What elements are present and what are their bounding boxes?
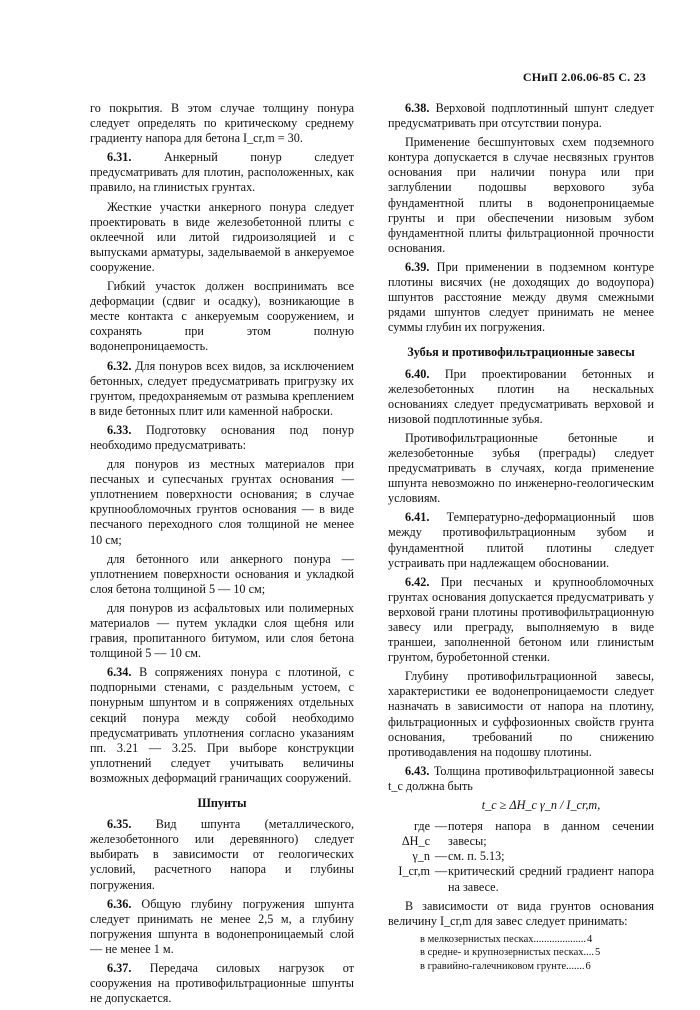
paragraph (90, 817, 354, 892)
paragraph-text: В сопряжениях понура с плотиной, с подпорными стенами, с раздельным устоем, с понурным шпунтом и в сопряжениях отдельных секций понура между собой необходимо предусматривать уплотнения согласно указаниям пп. 3.21 — 3.25. При выборе конструкции уплотнений следует учитывать величины возможных деформаций граничащих сооружений. (90, 665, 354, 785)
paragraph (388, 367, 654, 427)
leader-dots: ....... (566, 960, 585, 972)
definition-row (388, 864, 654, 894)
paragraph-text: При применении в подземном контуре плотины висячих (не доходящих до водоупора) шпунтов расстояние между двумя смежными рядами шпунтов следует принимать не менее суммы глубин их погружения. (388, 259, 654, 335)
symbol: где ΔH_c (401, 819, 430, 849)
definition: потеря напора в данном сечении завесы; (448, 819, 654, 849)
paragraph-text: Анкерный понур следует предусматривать для плотин, расположенных, как правило, на глинистых грунтах. (90, 150, 354, 195)
dash: — (434, 849, 448, 864)
clause-number: 6.32. (107, 358, 132, 373)
clause-number: 6.37. (107, 960, 132, 975)
paragraph: для бетонного или анкерного понура — уплотнением поверхности основания и укладкой слоя бетона толщиной 5 — 10 см; (90, 551, 354, 596)
paragraph-text: При песчаных и крупнообломочных грунтах основания допускается предусматривать у верховой грани плотины противофильтрационную завесу или преграду, выполняемую в виде траншеи, заполненной бетоном или глинистым грунтом, буробетонной стенки. (388, 574, 654, 665)
paragraph: В зависимости от вида грунтов основания величину I_cr,m для завес следует принимать: (388, 898, 654, 928)
clause-number: 6.41. (405, 510, 430, 525)
section-heading: Зубья и противофильтрационные завесы (407, 345, 635, 360)
list-item (420, 933, 654, 947)
definition: см. п. 5.13; (448, 849, 505, 864)
paragraph (90, 897, 354, 957)
clause-number: 6.31. (107, 150, 132, 165)
paragraph-text: Верховой подплотинный шпунт следует предусматривать при отсутствии понура. (388, 101, 654, 131)
definition-row (388, 819, 654, 849)
leader-dots: .... (583, 947, 594, 959)
paragraph: Глубину противофильтрационной завесы, характеристики ее водонепроницаемости следует назначать в зависимости от напора на плотину, фильтрационных и суффозионных свойств грунта основания, требований по снижению противодавления на подошву плотины. (388, 669, 654, 759)
paragraph: Противофильтрационные бетонные и железобетонные зубья (преграды) следует предусматривать в случаях, когда применение шпунта невозможно по инженерно-геологическим условиям. (388, 430, 654, 506)
paragraph-text: Толщина противофильтрационной завесы t_c должна быть (388, 763, 654, 793)
paragraph (90, 150, 354, 195)
paragraph-text: Вид шпунта (металлического, железобетонного или деревянного) следует выбирать в зависимости от геологических условий, расчетного напора и глубины погружения. (90, 817, 354, 892)
section-heading: Шпунты (197, 796, 247, 811)
paragraph-text: Температурно-деформационный шов между противофильтрационным зубом и фундаментной плитой плотины следует устраивать при надлежащем обосновании. (388, 510, 654, 570)
paragraph (90, 423, 354, 453)
list-item-value: 6 (585, 960, 591, 972)
paragraph-text: Передача силовых нагрузок от сооружения на противофильтрационные шпунты не допускается. (90, 960, 354, 1006)
dash: — (434, 819, 448, 834)
paragraph-text: Подготовку основания под понур необходимо предусматривать: (90, 422, 354, 452)
paragraph-text: Общую глубину погружения шпунта следует принимать не менее 2,5 м, а глубину погружения шпунта в водонепроницаемый слой — не менее 1 м. (90, 896, 354, 956)
page-header: СНиП 2.06.06-85 С. 23 (522, 70, 646, 84)
formula: t_c ≥ ΔH_c γ_n / I_cr,m, (481, 798, 601, 813)
symbol: γ_n (412, 849, 430, 864)
clause-number: 6.33. (107, 422, 132, 437)
paragraph: Гибкий участок должен воспринимать все деформации (сдвиг и осадку), возникающие в месте контакта с анкеруемым сооружением, и сохранять при этом полную водонепроницаемость. (90, 279, 354, 354)
paragraph: для понуров из асфальтовых или полимерных материалов — путем укладки слоя щебня или гравия, пропитанного битумом, или слоя бетона толщиной 5 — 10 см. (90, 600, 354, 661)
paragraph (90, 665, 354, 786)
list-item-value: 4 (586, 933, 593, 945)
symbol: I_cr,m (398, 864, 430, 879)
left-column (90, 101, 354, 1010)
clause-number: 6.35. (107, 817, 132, 832)
clause-number: 6.38. (405, 101, 430, 115)
list-item-value: 5 (594, 947, 601, 959)
list-item-label: в средне- и крупнозернистых песках (420, 947, 584, 959)
paragraph (388, 260, 654, 335)
gradient-list (420, 933, 654, 974)
paragraph (90, 359, 354, 419)
paragraph: Применение бесшпунтовых схем подземного контура допускается в случае несвязных грунтов основания при наличии понура или при заглублении подошвы верхового зуба фундаментной плиты в водонепроницаемые грунты и при обеспечении низовым зубом фундаментной плиты фильтрационной прочности основания. (388, 135, 654, 255)
paragraph (388, 764, 654, 794)
clause-number: 6.34. (107, 665, 132, 680)
paragraph-text: Для понуров всех видов, за исключением бетонных, следует предусматривать пригрузку их грунтом, предохраняемым от размыва креплением в виде бетонных плит или каменной наброски. (90, 358, 354, 418)
dash: — (434, 864, 448, 879)
definition-row (388, 849, 654, 864)
list-item (420, 946, 654, 960)
paragraph-text: При проектировании бетонных и железобетонных плотин на нескальных основаниях следует предусматривать верховой и низовой подплотинные зубья. (388, 366, 654, 426)
paragraph: Жесткие участки анкерного понура следует проектировать в виде железобетонной плиты с оклеечной или литой гидроизоляцией и с выпусками арматуры, заделываемой в анкеруемое сооружение. (90, 199, 354, 274)
paragraph (388, 575, 654, 666)
paragraph (388, 101, 654, 131)
clause-number: 6.40. (405, 366, 430, 381)
paragraph: го покрытия. В этом случае толщину понура следует определять по критическому среднему градиенту напора для бетона I_cr,m = 30. (90, 101, 354, 146)
paragraph (90, 961, 354, 1006)
list-item-label: в мелкозернистых песках (420, 933, 534, 945)
list-item (420, 960, 654, 974)
paragraph (388, 510, 654, 570)
clause-number: 6.39. (405, 259, 430, 274)
right-column (388, 101, 654, 973)
paragraph: для понуров из местных материалов при песчаных и супесчаных грунтах основания — уплотнением поверхности основания; в случае крупнообломочных грунтов основания — в виде песчаного переходного слоя толщиной не менее 10 см; (90, 457, 354, 547)
list-item-label: в гравийно-галечниковом грунте (420, 960, 567, 972)
clause-number: 6.42. (405, 574, 430, 589)
clause-number: 6.36. (107, 896, 132, 911)
leader-dots: .................... (533, 933, 586, 945)
definition: критический средний градиент напора на завесе. (448, 864, 654, 894)
clause-number: 6.43. (405, 763, 430, 778)
symbol-definitions (388, 819, 654, 894)
